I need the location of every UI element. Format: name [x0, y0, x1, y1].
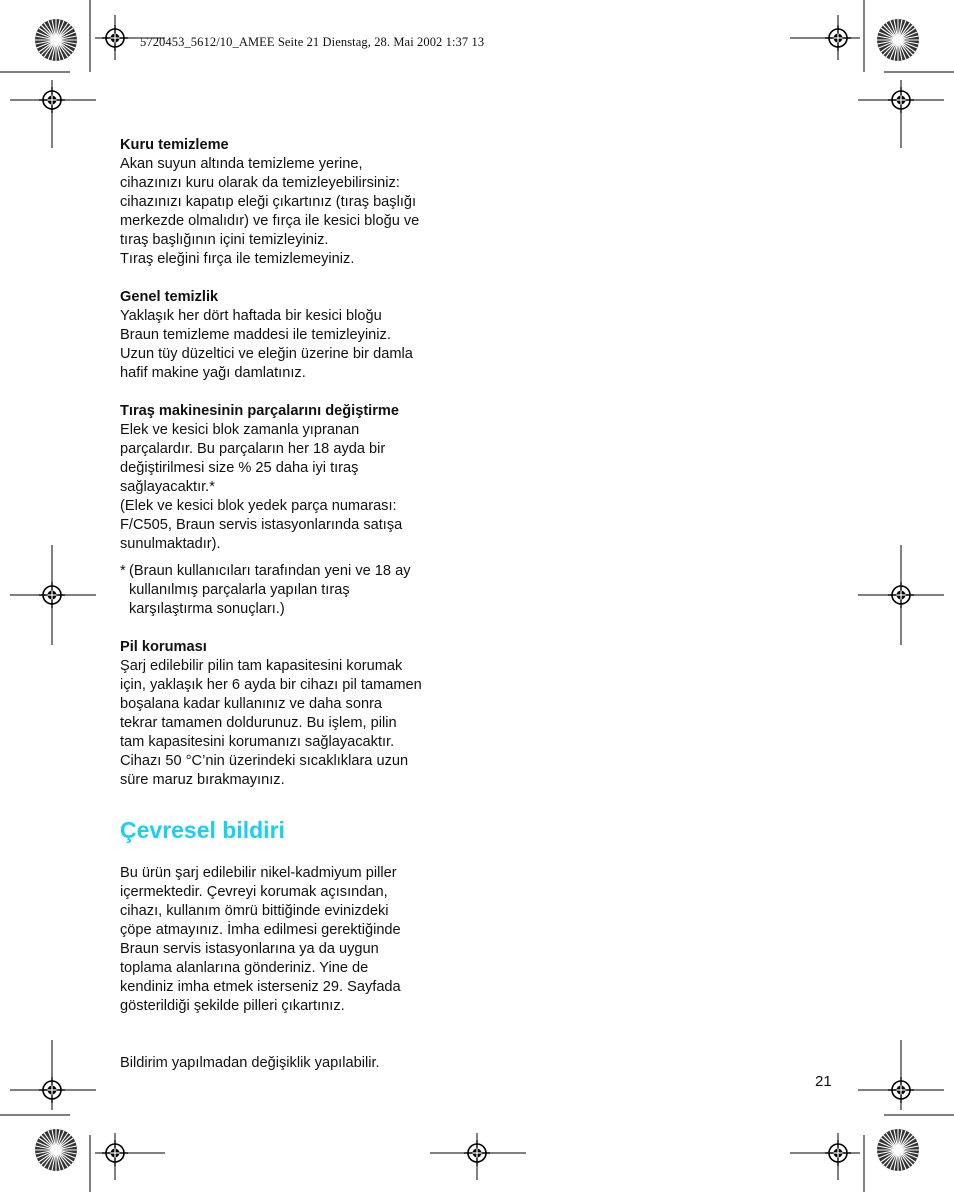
text-line: çöpe atmayınız. İmha edilmesi gerektiğinde — [120, 922, 401, 938]
text-line: Yaklaşık her dört haftada bir kesici bloğu — [120, 308, 382, 324]
section-dry-cleaning — [120, 136, 470, 269]
environmental-notice-title: Çevresel bildiri — [120, 817, 285, 843]
text-line: cihazınızı kuru olarak da temizleyebilirsiniz: — [120, 175, 400, 191]
text-line: Uzun tüy düzeltici ve eleğin üzerine bir damla — [120, 346, 413, 362]
text-line: kullanılmış parçalarla yapılan tıraş — [129, 582, 350, 598]
text-line: tam kapasitesini korumanızı sağlayacaktır. — [120, 734, 395, 750]
section-heading: Tıraş makinesinin parçalarını değiştirme — [120, 403, 400, 419]
text-line: (Elek ve kesici blok yedek parça numarası: — [120, 498, 397, 514]
text-line: tıraş başlığının içini temizleyiniz. — [120, 232, 329, 248]
text-line: cihazı, kullanım ömrü bittiğinde evinizdeki — [120, 903, 389, 919]
text-column — [120, 136, 470, 1073]
text-line: sunulmaktadır). — [120, 536, 221, 552]
text-line: boşalana kadar kullanınız ve daha sonra — [120, 696, 383, 712]
page-number: 21 — [815, 1073, 832, 1090]
text-line: karşılaştırma sonuçları.) — [129, 601, 285, 617]
print-header-line: 5720453_5612/10_AMEE Seite 21 Dienstag, 28. Mai 2002 1:37 13 — [140, 35, 485, 49]
section-parts-replacement — [120, 402, 470, 554]
text-line: değiştirilmesi size % 25 daha iyi tıraş — [120, 460, 359, 476]
text-line: Cihazı 50 °C’nin üzerindeki sıcaklıklara uzun — [120, 753, 409, 769]
text-line: Elek ve kesici blok zamanla yıpranan — [120, 422, 360, 438]
text-line: sağlayacaktır.* — [120, 479, 215, 495]
footnote-marker: * — [120, 563, 126, 579]
text-line: merkezde olmalıdır) ve fırça ile kesici bloğu ve — [120, 213, 420, 229]
text-line: Akan suyun altında temizleme yerine, — [120, 156, 363, 172]
section-heading: Kuru temizleme — [120, 137, 229, 153]
text-line: süre maruz bırakmayınız. — [120, 772, 285, 788]
change-notice: Bildirim yapılmadan değişiklik yapılabilir. — [120, 1055, 380, 1071]
text-line: kendiniz imha etmek isterseniz 29. Sayfada — [120, 979, 401, 995]
text-line: toplama alanlarına gönderiniz. Yine de — [120, 960, 369, 976]
text-line: Bu ürün şarj edilebilir nikel-kadmiyum piller — [120, 865, 397, 881]
text-line: hafif makine yağı damlatınız. — [120, 365, 306, 381]
text-line: gösterildiği şekilde pilleri çıkartınız. — [120, 998, 345, 1014]
text-line: F/C505, Braun servis istasyonlarında satışa — [120, 517, 403, 533]
text-line: (Braun kullanıcıları tarafından yeni ve 18 ay — [129, 563, 411, 579]
text-line: Tıraş eleğini fırça ile temizlemeyiniz. — [120, 251, 355, 267]
text-line: tekrar tamamen doldurunuz. Bu işlem, pilin — [120, 715, 397, 731]
section-heading: Pil koruması — [120, 639, 207, 655]
section-heading: Genel temizlik — [120, 289, 219, 305]
text-line: içermektedir. Çevreyi korumak açısından, — [120, 884, 388, 900]
section-battery-care — [120, 638, 470, 790]
footnote — [120, 562, 470, 619]
text-line: cihazınızı kapatıp eleği çıkartınız (tıraş başlığı — [120, 194, 417, 210]
text-line: için, yaklaşık her 6 ayda bir cihazı pil tamamen — [120, 677, 422, 693]
section-environmental-notice — [120, 864, 470, 1016]
text-line: parçalardır. Bu parçaların her 18 ayda bir — [120, 441, 386, 457]
text-line: Braun temizleme maddesi ile temizleyiniz. — [120, 327, 391, 343]
section-general-cleaning — [120, 288, 470, 383]
text-line: Braun servis istasyonlarına ya da uygun — [120, 941, 379, 957]
text-line: Şarj edilebilir pilin tam kapasitesini korumak — [120, 658, 403, 674]
